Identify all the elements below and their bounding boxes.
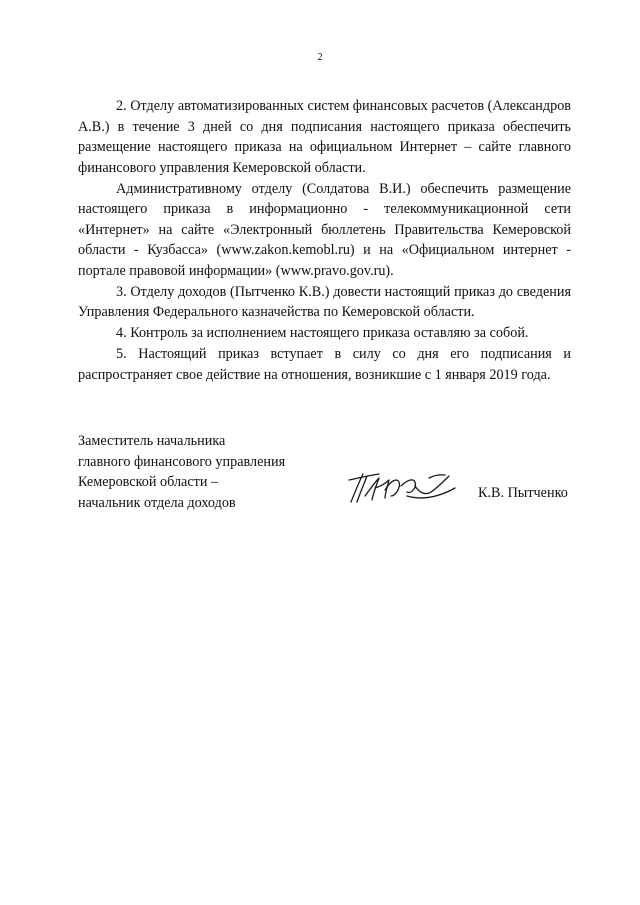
signer-title-line: Кемеровской области –	[78, 474, 219, 490]
signer-title-line: Заместитель начальника	[78, 433, 226, 449]
paragraph-item-2: 2. Отделу автоматизированных систем финансовых расчетов (Александров А.В.) в течение 3 дней со дня подписания настоящего приказа обеспечить размещение настоящего приказа на официальном Интернет – сайте главного финансового управления Кемеровской области.	[78, 98, 571, 176]
signer-name: К.В. Пытченко	[478, 485, 568, 501]
signer-title-line: начальник отдела доходов	[78, 494, 236, 511]
signer-title-line: главного финансового управления	[78, 453, 286, 470]
page-number: 2	[317, 52, 323, 63]
signer-title	[78, 431, 285, 513]
paragraph-item-5: 5. Настоящий приказ вступает в силу со дня его подписания и распространяет свое действие на отношения, возникшие с 1 января 2019 года.	[78, 346, 571, 383]
paragraph-item-3: 3. Отделу доходов (Пытченко К.В.) довести настоящий приказ до сведения Управления Федерального казначейства по Кемеровской области.	[78, 283, 571, 320]
paragraph-admin-department: Административному отделу (Солдатова В.И.) обеспечить размещение настоящего приказа в информационно - телекоммуникационной сети «Интернет» на сайте «Электронный бюллетень Правительства Кемеровской области - Кузбасса» (www.zakon.kemobl.ru) и на «Официальном интернет - портале правовой информации» (www.pravo.gov.ru).	[78, 180, 571, 279]
document-body	[78, 96, 571, 385]
paragraph-item-4: 4. Контроль за исполнением настоящего приказа оставляю за собой.	[116, 325, 529, 341]
handwritten-signature-icon	[345, 466, 460, 508]
